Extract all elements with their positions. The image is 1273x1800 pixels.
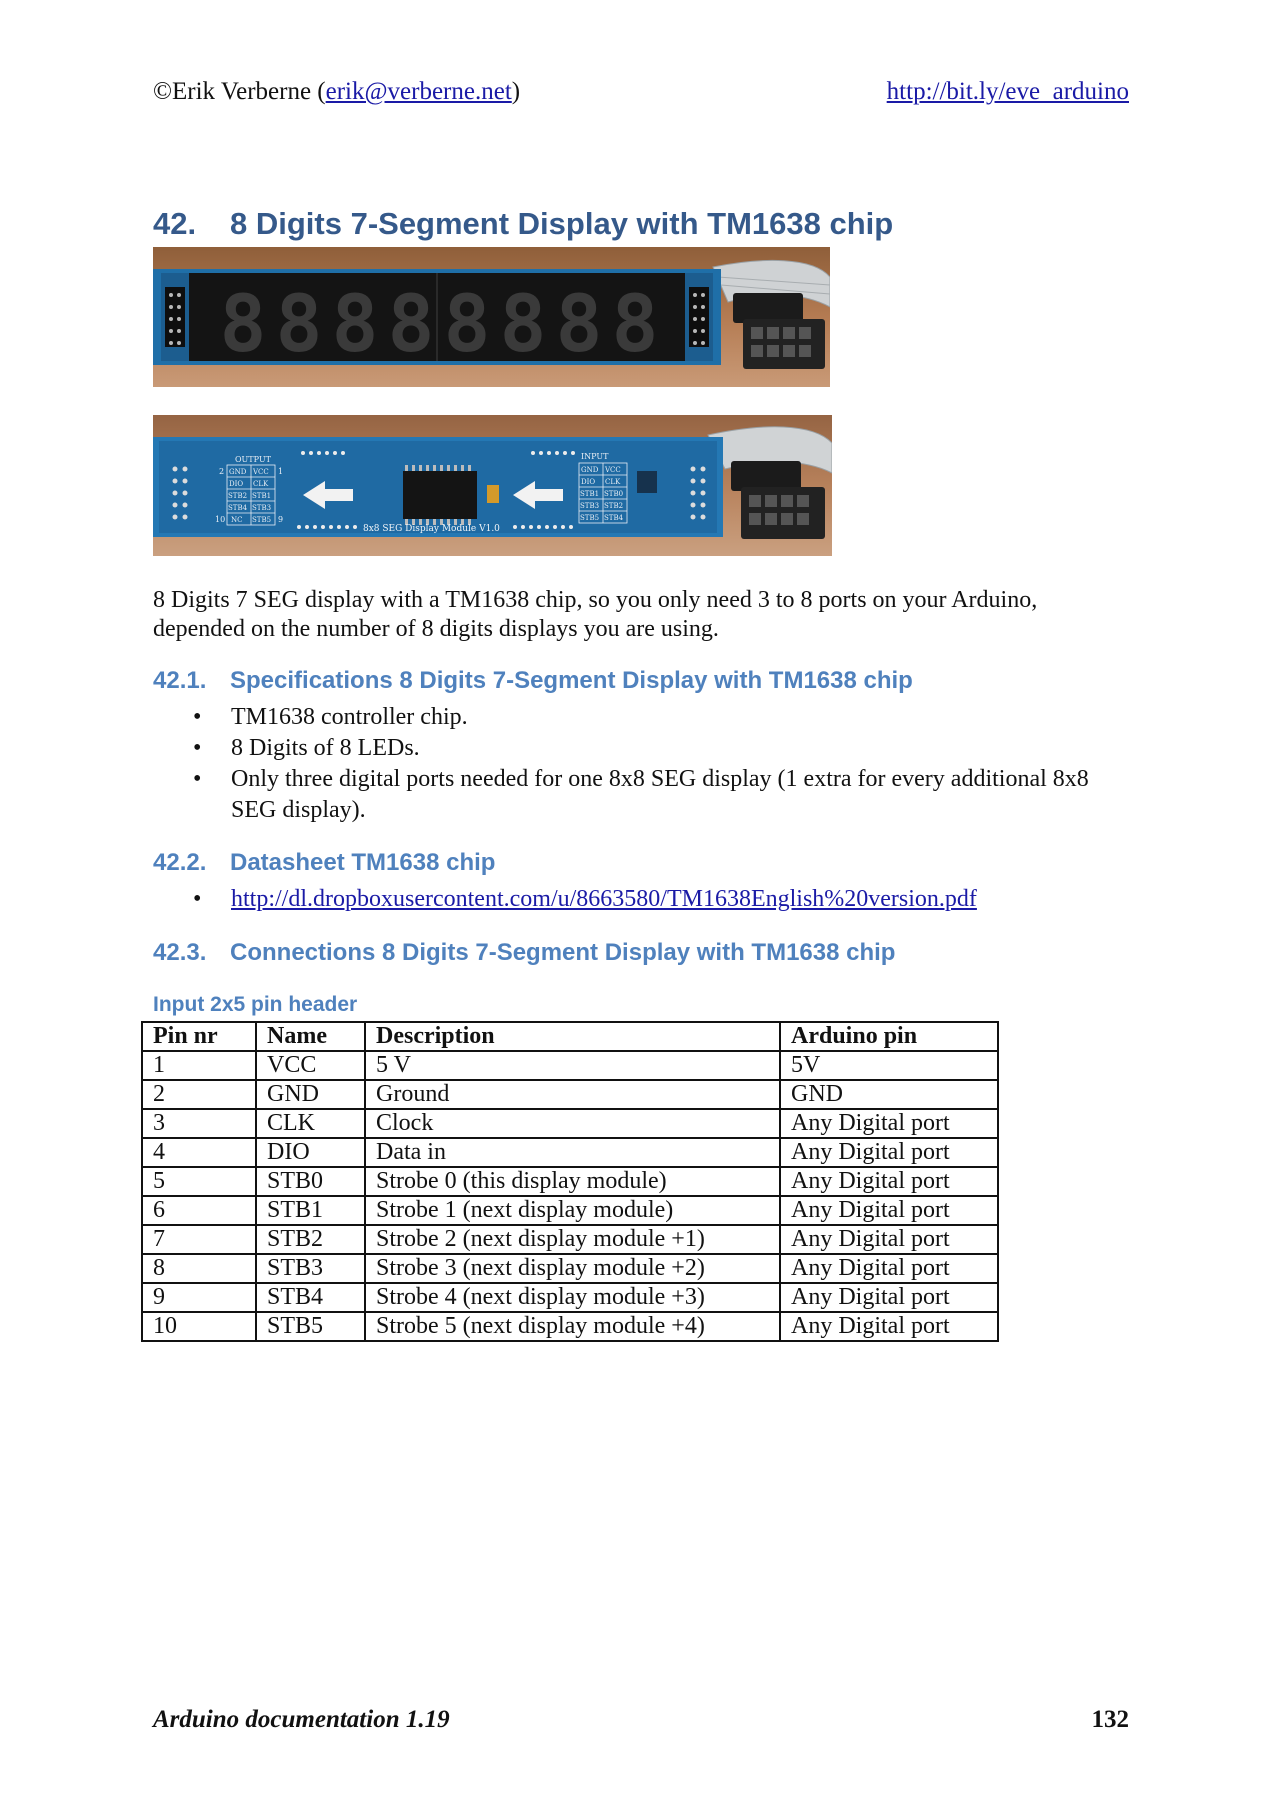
table-cell: 6 [142, 1196, 256, 1225]
specifications-list [193, 702, 1133, 826]
table-cell: Any Digital port [780, 1283, 998, 1312]
pin-label: DIO [229, 480, 244, 488]
display-digit: 8 [555, 280, 603, 370]
pin-number-label: 1 [278, 467, 284, 476]
display-digit: 8 [219, 280, 267, 370]
table-caption: Input 2x5 pin header [153, 993, 358, 1016]
table-cell: CLK [256, 1109, 365, 1138]
table-cell: STB4 [256, 1283, 365, 1312]
pin-label: STB5 [580, 514, 600, 522]
display-digit: 8 [611, 280, 659, 370]
pin-label: DIO [581, 478, 596, 486]
pin-label: STB4 [604, 514, 624, 522]
table-row [142, 1167, 998, 1196]
table-cell: 5 V [365, 1051, 780, 1080]
table-cell: STB5 [256, 1312, 365, 1341]
table-row [142, 1109, 998, 1138]
section-title: 8 Digits 7-Segment Display with TM1638 chip [230, 206, 894, 241]
table-cell: STB3 [256, 1254, 365, 1283]
table-row [142, 1225, 998, 1254]
pin-label: VCC [253, 468, 269, 476]
table-row [142, 1138, 998, 1167]
column-header: Name [256, 1022, 365, 1051]
table-cell: Strobe 2 (next display module +1) [365, 1225, 780, 1254]
pin-label: STB2 [604, 502, 624, 510]
page-header-url [887, 78, 1129, 106]
table-header-row [142, 1022, 998, 1051]
table-cell: Any Digital port [780, 1109, 998, 1138]
table-cell: Ground [365, 1080, 780, 1109]
site-url-link[interactable]: http://bit.ly/eve_arduino [886, 78, 1129, 105]
pin-label: STB0 [604, 490, 624, 498]
footer-doc-title: Arduino documentation 1.19 [153, 1706, 450, 1733]
pin-label: GND [229, 468, 247, 476]
table-cell: 2 [142, 1080, 256, 1109]
list-item [193, 884, 1133, 915]
table-cell: Strobe 0 (this display module) [365, 1167, 780, 1196]
pin-label: STB5 [252, 516, 272, 524]
table-cell: DIO [256, 1138, 365, 1167]
pin-label: STB1 [252, 492, 272, 500]
display-front-photo [153, 247, 830, 387]
table-row [142, 1283, 998, 1312]
table-cell: Strobe 1 (next display module) [365, 1196, 780, 1225]
list-item: • 8 Digits of 8 LEDs. [193, 733, 1133, 764]
table-cell: Any Digital port [780, 1138, 998, 1167]
list-item: • TM1638 controller chip. [193, 702, 1133, 733]
input-label: INPUT [581, 452, 609, 461]
table-cell: Strobe 4 (next display module +3) [365, 1283, 780, 1312]
column-header: Pin nr [142, 1022, 256, 1051]
table-cell: Strobe 5 (next display module +4) [365, 1312, 780, 1341]
pin-label: STB1 [580, 490, 600, 498]
footer-page-number: 132 [1091, 1706, 1129, 1733]
table-cell: Strobe 3 (next display module +2) [365, 1254, 780, 1283]
table-cell: 3 [142, 1109, 256, 1138]
table-cell: GND [780, 1080, 998, 1109]
table-cell: STB0 [256, 1167, 365, 1196]
table-cell: Any Digital port [780, 1312, 998, 1341]
table-cell: 5V [780, 1051, 998, 1080]
module-label: 8x8 SEG Display Module V1.0 [363, 524, 500, 534]
table-row [142, 1196, 998, 1225]
table-cell: Clock [365, 1109, 780, 1138]
subsection-heading-datasheet: 42.2. Datasheet TM1638 chip [153, 849, 496, 876]
list-item: • Only three digital ports needed for one 8x8 SEG display (1 extra for every additional 8x8 SEG display). [193, 764, 1133, 826]
display-digit: 8 [443, 280, 491, 370]
page-header-author: ©Erik Verberne (erik@verberne.net) [153, 78, 521, 105]
table-row [142, 1080, 998, 1109]
display-digit: 8 [275, 280, 323, 370]
table-cell: Any Digital port [780, 1254, 998, 1283]
table-cell: VCC [256, 1051, 365, 1080]
table-cell: STB1 [256, 1196, 365, 1225]
table-cell: 10 [142, 1312, 256, 1341]
pin-table [141, 1021, 999, 1342]
display-digit: 8 [499, 280, 547, 370]
column-header: Description [365, 1022, 780, 1051]
table-cell: 4 [142, 1138, 256, 1167]
table-cell: 1 [142, 1051, 256, 1080]
datasheet-link[interactable]: http://dl.dropboxusercontent.com/u/8663580/TM1638English%20version.pdf [231, 886, 977, 912]
pin-label: NC [231, 516, 243, 524]
pin-label: STB3 [252, 504, 272, 512]
section-heading [153, 206, 893, 242]
table-row [142, 1254, 998, 1283]
pin-number-label: 10 [215, 515, 226, 524]
table-cell: 5 [142, 1167, 256, 1196]
table-cell: 7 [142, 1225, 256, 1254]
pin-label: STB4 [228, 504, 248, 512]
subsection-heading-specifications: 42.1. Specifications 8 Digits 7-Segment Display with TM1638 chip [153, 667, 913, 694]
datasheet-list [193, 884, 1133, 915]
table-cell: 9 [142, 1283, 256, 1312]
output-label: OUTPUT [235, 455, 271, 464]
column-header: Arduino pin [780, 1022, 998, 1051]
pin-number-label: 9 [278, 515, 284, 524]
table-cell: GND [256, 1080, 365, 1109]
table-cell: Any Digital port [780, 1167, 998, 1196]
pin-label: CLK [253, 480, 269, 488]
display-back-photo [153, 415, 832, 556]
table-cell: Any Digital port [780, 1196, 998, 1225]
table-row [142, 1312, 998, 1341]
pin-label: STB2 [228, 492, 248, 500]
display-digit: 8 [331, 280, 379, 370]
table-cell: Any Digital port [780, 1225, 998, 1254]
table-cell: Data in [365, 1138, 780, 1167]
pin-number-label: 2 [219, 467, 225, 476]
pin-label: GND [581, 466, 599, 474]
table-row [142, 1051, 998, 1080]
intro-paragraph: 8 Digits 7 SEG display with a TM1638 chip, so you only need 3 to 8 ports on your Arduino, depended on the number of 8 digits displays you are using. [153, 587, 1038, 642]
author-email-link[interactable]: erik@verberne.net [325, 78, 512, 105]
table-cell: STB2 [256, 1225, 365, 1254]
pin-label: VCC [605, 466, 621, 474]
pin-label: STB3 [580, 502, 600, 510]
pin-label: CLK [605, 478, 621, 486]
subsection-heading-connections: 42.3. Connections 8 Digits 7-Segment Display with TM1638 chip [153, 939, 896, 966]
table-cell: 8 [142, 1254, 256, 1283]
display-digit: 8 [387, 280, 435, 370]
section-number: 42. [153, 206, 197, 241]
